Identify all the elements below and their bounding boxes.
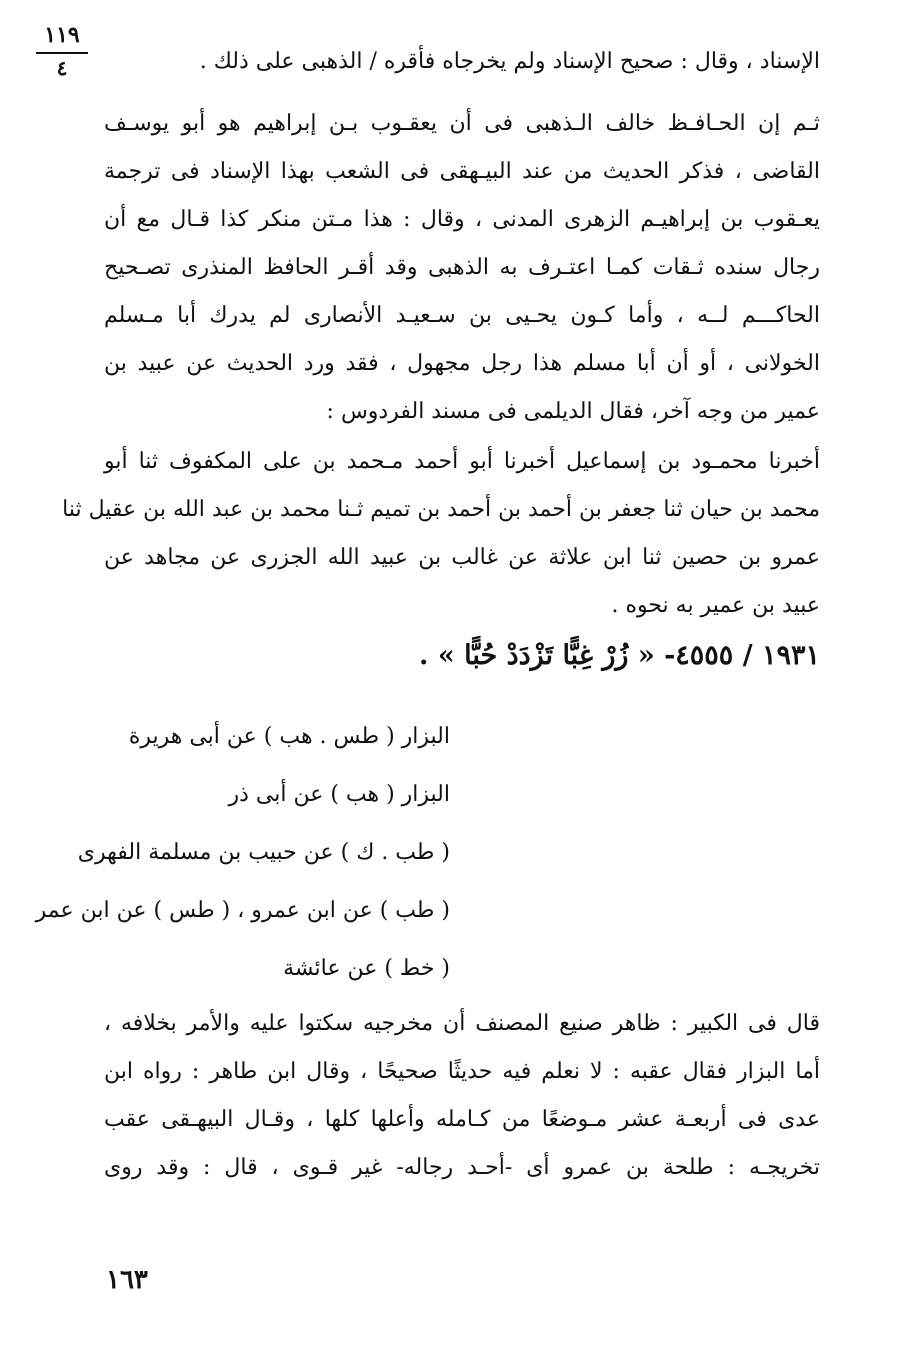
text-line: أخبرنا محمـود بن إسماعيل أخبرنا أبو أحمد مـحمد بن على المكفوف ثنا أبو	[104, 449, 820, 474]
text-line: عبيد بن عمير به نحوه .	[611, 593, 820, 618]
paragraph-continuation	[104, 38, 820, 86]
page-number: ١٦٣	[106, 1265, 148, 1295]
text-line: الخولانى ، أو أن أبا مسلم هذا رجل مجهول ، فقد ورد الحديث عن عبيد بن	[104, 351, 820, 376]
source-item: البزار ( طس . هب ) عن أبى هريرة	[128, 724, 450, 749]
text-line: تخريجـه : طلحة بن عمرو أى -أحـد رجاله- غير قـوى ، قال : وقد روى	[104, 1155, 820, 1180]
text-line: عدى فى أربعـة عشر مـوضعًا من كـامله وأعلها كلها ، وقـال البيهـقى عقب	[104, 1107, 820, 1132]
text-line: الحاكـــم لــه ، وأما كـون يحـيى بن سـعيـد الأنصارى لم يدرك أبا مـسلم	[104, 303, 820, 328]
source-item: ( طب ) عن ابن عمرو ، ( طس ) عن ابن عمر	[35, 898, 450, 923]
text-line: أما البزار فقال عقبه : لا نعلم فيه حديثًا صحيحًا ، وقال ابن طاهر : رواه ابن	[104, 1059, 820, 1084]
hadith-sources-list	[36, 708, 450, 998]
paragraph-isnad	[62, 438, 820, 630]
paragraph-commentary	[104, 100, 820, 436]
text-line: القاضى ، فذكر الحديث من عند البيـهقى فى الشعب بهذا الإسناد فى ترجمة	[104, 159, 820, 184]
paragraph-grading	[104, 1000, 820, 1192]
text-line: رجال سنده ثـقات كمـا اعتـرف به الذهبى وقد أقـر الحافظ المنذرى تصـحيح	[104, 255, 820, 280]
fraction-divider	[36, 52, 88, 54]
text-line: عمير من وجه آخر، فقال الديلمى فى مسند الفردوس :	[326, 399, 820, 424]
text-line: يعـقوب بن إبراهيـم الزهرى المدنى ، وقال : هذا مـتن منكر كذا قـال مع أن	[104, 207, 820, 232]
volume-number: ٤	[56, 56, 68, 80]
source-item: ( طب . ك ) عن حبيب بن مسلمة الفهرى	[77, 840, 450, 865]
text-line: قال فى الكبير : ظاهر صنيع المصنف أن مخرجيه سكتوا عليه والأمر بخلافه ،	[104, 1011, 820, 1036]
source-item: ( خط ) عن عائشة	[283, 956, 450, 981]
text-line: عمرو بن حصين ثنا ابن علاثة عن غالب بن عبيد الله الجزرى عن مجاهد عن	[104, 545, 820, 570]
hadith-page-number: ١١٩	[44, 22, 80, 48]
source-item: البزار ( هب ) عن أبى ذر	[228, 782, 450, 807]
text-line: محمد بن حيان ثنا جعفر بن أحمد بن أحمد بن تميم ثـنا محمد بن عبد الله بن عقيل ثنا	[62, 497, 820, 522]
text-line: الإسناد ، وقال : صحيح الإسناد ولم يخرجاه فأقره / الذهبى على ذلك .	[199, 49, 820, 74]
hadith-heading: ١٩٣١ / ٤٥٥٥- « زُرْ غِبًّا تَزْدَدْ حُبًّا » .	[419, 640, 820, 671]
text-line: ثـم إن الحـافـظ خالف الـذهبى فى أن يعقـوب بـن إبراهيم هو أبو يوسـف	[104, 111, 820, 136]
volume-marker	[34, 22, 90, 80]
